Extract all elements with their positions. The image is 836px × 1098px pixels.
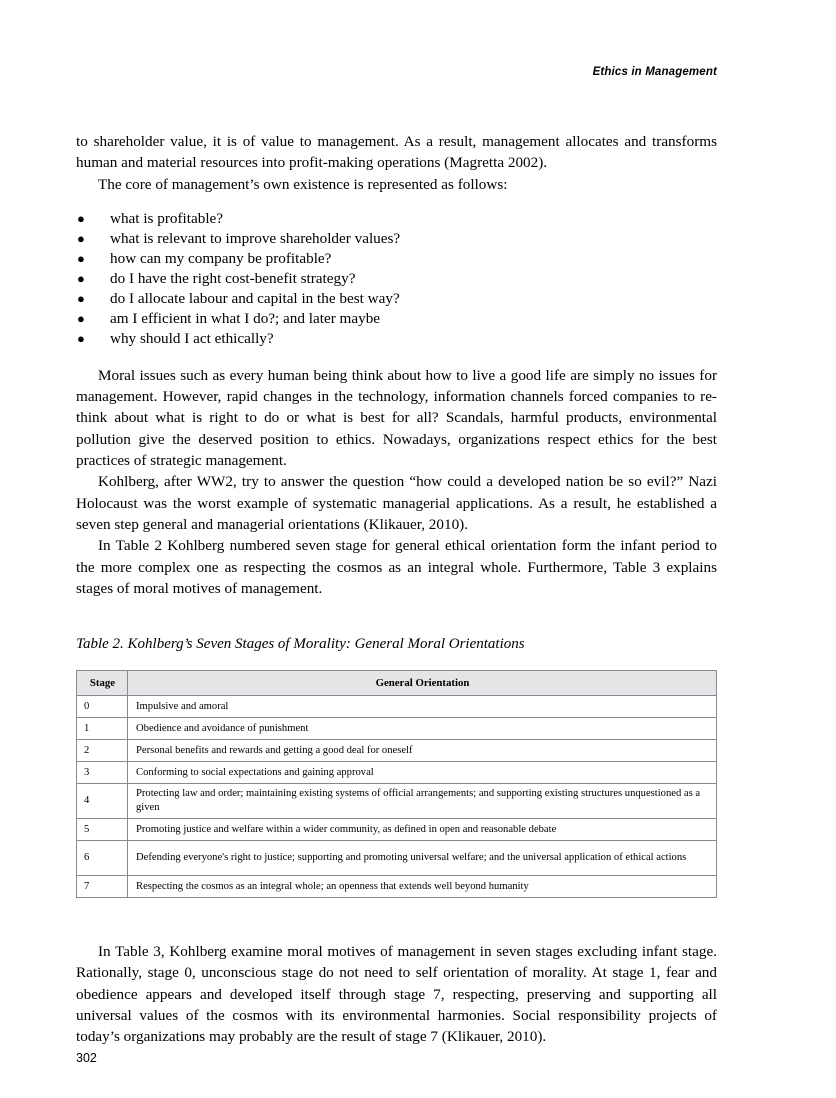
- table-row: [77, 718, 717, 740]
- table-row: [77, 784, 717, 819]
- bullet-icon: ●: [77, 250, 85, 266]
- table-body: [77, 696, 717, 898]
- cell-stage: 4: [77, 784, 128, 819]
- cell-stage: 5: [77, 819, 128, 841]
- list-item: [76, 309, 717, 329]
- list-item-label: what is relevant to improve shareholder values?: [110, 229, 401, 247]
- cell-stage: 7: [77, 876, 128, 898]
- table-head: [77, 671, 717, 696]
- column-header-general-orientation: General Orientation: [128, 671, 717, 696]
- paragraph-core-of-management: The core of management’s own existence is represented as follows:: [98, 175, 508, 193]
- bullet-icon: ●: [77, 210, 85, 226]
- list-item: [76, 289, 717, 309]
- paragraph-table3-discussion: In Table 3, Kohlberg examine moral motives of management in seven stages excluding infant stage. Rationally, stage 0, unconscious stage do not need to self orientation of morality. At stage 1, fear and obedience appears and developed itself through stage 7, respecting, preserving and supporting all universal values of the cosmos with its environmental harmonies. Social responsibility projects of today’s organizations may probably are the result of stage 7 (Klikauer, 2010).: [76, 943, 717, 1046]
- table-row: [77, 876, 717, 898]
- page-number: 302: [76, 1051, 97, 1065]
- spacer-before-caption: [76, 599, 717, 634]
- list-item: [76, 249, 717, 269]
- cell-stage: 3: [77, 762, 128, 784]
- list-item: [76, 329, 717, 349]
- cell-orientation: Personal benefits and rewards and getting a good deal for oneself: [128, 740, 717, 762]
- cell-stage: 0: [77, 696, 128, 718]
- table-caption: Table 2. Kohlberg’s Seven Stages of Morality: General Moral Orientations: [76, 636, 525, 653]
- kohlberg-stages-table: [76, 670, 717, 898]
- paragraph-kohlberg-ww2: Kohlberg, after WW2, try to answer the question “how could a developed nation be so evil?” Nazi Holocaust was the worst example of systematic managerial applications. As a result, he established a seven step general and managerial orientations (Klikauer, 2010).: [76, 473, 717, 533]
- spacer-before-table: [76, 654, 717, 670]
- spacer-after-table: [76, 898, 717, 941]
- table-row: [77, 819, 717, 841]
- list-item-label: do I have the right cost-benefit strategy?: [110, 269, 356, 287]
- list-item-label: why should I act ethically?: [110, 329, 274, 347]
- table-row: [77, 696, 717, 718]
- list-item-label: how can my company be profitable?: [110, 249, 332, 267]
- spacer-after-list: [76, 349, 717, 365]
- table-row: [77, 740, 717, 762]
- table-header-row: [77, 671, 717, 696]
- column-header-stage: Stage: [77, 671, 128, 696]
- paragraph-table2-intro: In Table 2 Kohlberg numbered seven stage for general ethical orientation form the infant period to the more complex one as respecting the cosmos as an integral whole. Furthermore, Table 3 explains stages of moral motives of management.: [76, 537, 717, 597]
- list-item: [76, 269, 717, 289]
- list-item: [76, 229, 717, 249]
- bullet-icon: ●: [77, 270, 85, 286]
- bullet-icon: ●: [77, 230, 85, 246]
- cell-orientation: Respecting the cosmos as an integral whole; an openness that extends well beyond humanity: [128, 876, 717, 898]
- list-item: [76, 209, 717, 229]
- management-questions-list: [76, 209, 717, 349]
- cell-stage: 2: [77, 740, 128, 762]
- cell-orientation: Defending everyone's right to justice; supporting and promoting universal welfare; and the universal application of ethical actions: [128, 841, 717, 876]
- paragraph-moral-issues: Moral issues such as every human being think about how to live a good life are simply no issues for management. However, rapid changes in the technology, information channels forced companies to re-think about what is right to do or what is best for all? Scandals, harmful products, environmental pollution give the deserved position to ethics. Nowadays, organizations respect ethics for the best practices of strategic management.: [76, 366, 717, 470]
- spacer-before-list: [76, 195, 717, 209]
- bullet-icon: ●: [77, 330, 85, 346]
- table-row: [77, 841, 717, 876]
- cell-orientation: Protecting law and order; maintaining existing systems of official arrangements; and supporting existing structures unquestioned as a given: [128, 784, 717, 819]
- page-content: [76, 131, 717, 1048]
- table-row: [77, 762, 717, 784]
- bullet-icon: ●: [77, 290, 85, 306]
- running-head: Ethics in Management: [592, 66, 717, 78]
- cell-stage: 6: [77, 841, 128, 876]
- cell-orientation: Obedience and avoidance of punishment: [128, 718, 717, 740]
- bullet-icon: ●: [77, 310, 85, 326]
- list-item-label: am I efficient in what I do?; and later maybe: [110, 309, 381, 327]
- paragraph-continuation: to shareholder value, it is of value to management. As a result, management allocates and transforms human and material resources into profit-making operations (Magretta 2002).: [76, 133, 717, 172]
- cell-orientation: Promoting justice and welfare within a wider community, as defined in open and reasonable debate: [128, 819, 717, 841]
- cell-orientation: Impulsive and amoral: [128, 696, 717, 718]
- cell-orientation: Conforming to social expectations and gaining approval: [128, 762, 717, 784]
- list-item-label: do I allocate labour and capital in the best way?: [110, 289, 400, 307]
- cell-stage: 1: [77, 718, 128, 740]
- list-item-label: what is profitable?: [110, 209, 224, 227]
